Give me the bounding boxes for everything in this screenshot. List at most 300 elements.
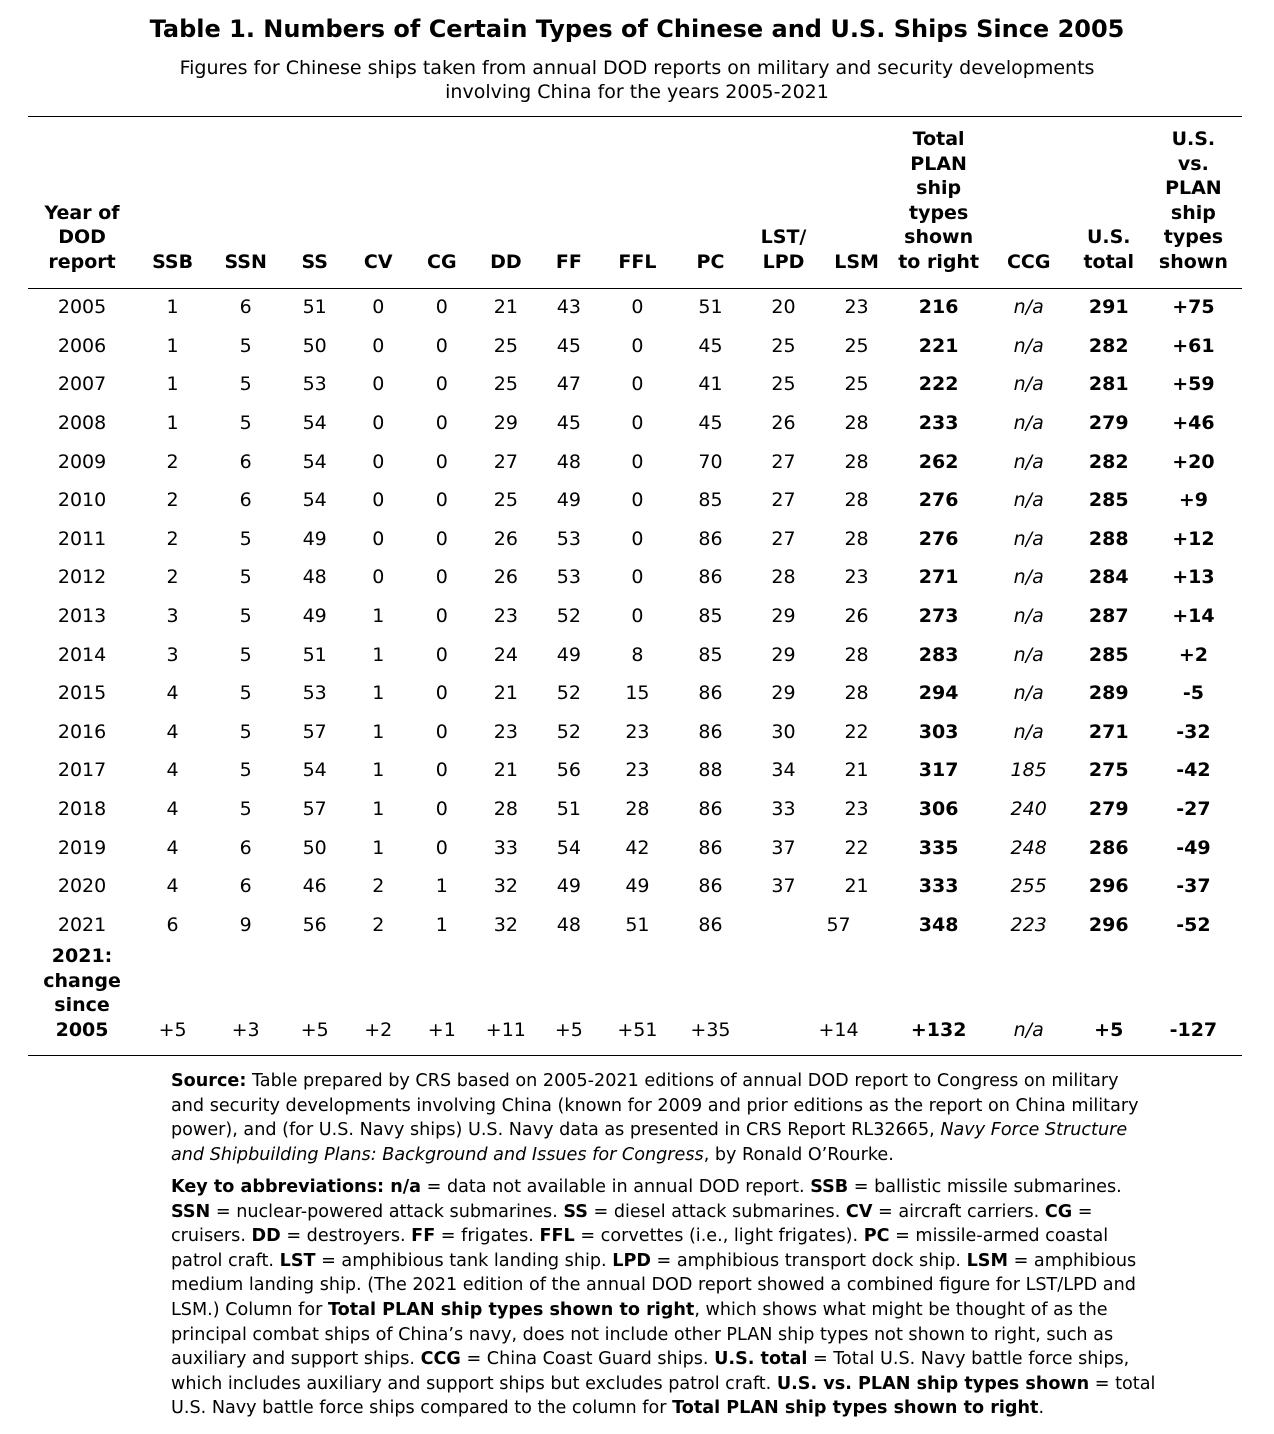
table-cell: 45 bbox=[556, 412, 581, 435]
table-cell: 279 bbox=[1088, 798, 1129, 821]
table-cell: 41 bbox=[698, 373, 723, 396]
table-cell: 5 bbox=[239, 373, 252, 396]
header-line: shown bbox=[1158, 250, 1228, 273]
table-cell: 27 bbox=[771, 489, 796, 512]
table-cell: 6 bbox=[239, 875, 252, 898]
table-cell: 57 bbox=[302, 798, 327, 821]
table-cell: 0 bbox=[435, 450, 448, 473]
table-row bbox=[28, 751, 1242, 790]
table-cell: 53 bbox=[556, 527, 581, 550]
table-cell: 0 bbox=[435, 682, 448, 705]
header-row bbox=[28, 118, 1242, 288]
header-line: shown bbox=[904, 226, 974, 248]
table-cell: 2020 bbox=[57, 875, 107, 898]
table-cell: 28 bbox=[844, 450, 869, 473]
table-cell: 26 bbox=[771, 412, 796, 435]
table-cell: 5 bbox=[239, 759, 252, 782]
ships-table bbox=[28, 118, 1242, 1042]
table-row bbox=[28, 674, 1242, 713]
table-cell: 0 bbox=[435, 759, 448, 782]
header-line: LST/ bbox=[760, 226, 807, 248]
table-cell: 9 bbox=[239, 913, 252, 936]
table-cell: 48 bbox=[556, 450, 581, 473]
abbreviation-definition: = corvettes (i.e., light frigates). bbox=[574, 1226, 864, 1247]
table-cell: 54 bbox=[302, 489, 327, 512]
table-cell: 0 bbox=[631, 527, 644, 550]
table-cell: 28 bbox=[844, 527, 869, 550]
table-cell: 2019 bbox=[57, 836, 107, 859]
table-row bbox=[28, 365, 1242, 404]
table-cell: 5 bbox=[239, 527, 252, 550]
table-cell: 223 bbox=[1010, 913, 1047, 936]
table-cell: 52 bbox=[556, 682, 581, 705]
table-cell: 49 bbox=[302, 527, 327, 550]
table-cell: 28 bbox=[493, 798, 518, 821]
table-cell: 5 bbox=[239, 566, 252, 589]
table-cell: 5 bbox=[239, 720, 252, 743]
change-label bbox=[28, 944, 136, 1042]
table-cell: 85 bbox=[698, 643, 723, 666]
table-cell: 287 bbox=[1088, 605, 1129, 628]
table-cell: +3 bbox=[231, 1019, 260, 1042]
table-cell: +61 bbox=[1172, 334, 1215, 357]
table-cell: 27 bbox=[771, 527, 796, 550]
abbreviation-term: CCG bbox=[420, 1349, 461, 1370]
table-cell: 276 bbox=[918, 527, 959, 550]
abbreviation-term: LSM bbox=[966, 1250, 1008, 1271]
table-cell: 88 bbox=[698, 759, 723, 782]
table-cell: 282 bbox=[1088, 450, 1129, 473]
abbreviation-term: Total PLAN ship types shown to right bbox=[327, 1299, 695, 1320]
table-body bbox=[28, 288, 1242, 1042]
source-report-title: Navy Force Structure and Shipbuilding Plans: Background and Issues for Congress bbox=[171, 1120, 1128, 1165]
table-cell: 0 bbox=[372, 296, 385, 319]
table-cell: 54 bbox=[302, 412, 327, 435]
table-cell: -27 bbox=[1176, 798, 1211, 821]
table-cell: 0 bbox=[435, 489, 448, 512]
table-cell: 0 bbox=[631, 450, 644, 473]
table-cell: 0 bbox=[435, 412, 448, 435]
abbreviation-term: FF bbox=[411, 1226, 436, 1247]
table-cell: n/a bbox=[1013, 682, 1044, 705]
table-cell: 4 bbox=[166, 759, 179, 782]
source-text: , by Ronald O’Rourke. bbox=[703, 1144, 894, 1165]
table-cell: 0 bbox=[631, 334, 644, 357]
table-cell: -37 bbox=[1176, 875, 1211, 898]
table-cell: 4 bbox=[166, 836, 179, 859]
abbreviation-term: SS bbox=[563, 1201, 588, 1222]
table-cell: 86 bbox=[698, 527, 723, 550]
table-cell: 0 bbox=[435, 373, 448, 396]
abbreviations-key bbox=[171, 1175, 1156, 1421]
table-cell: +5 bbox=[1094, 1019, 1124, 1042]
abbreviation-term: FFL bbox=[539, 1226, 575, 1247]
abbreviation-term: LPD bbox=[612, 1250, 651, 1271]
table-cell: 45 bbox=[698, 412, 723, 435]
abbreviation-term: U.S. vs. PLAN ship types shown bbox=[776, 1373, 1090, 1394]
table-cell: 21 bbox=[493, 759, 518, 782]
abbreviation-definition: = China Coast Guard ships. bbox=[460, 1349, 715, 1370]
table-cell: 2016 bbox=[57, 720, 107, 743]
table-cell: 2 bbox=[166, 450, 179, 473]
abbreviation-term: DD bbox=[251, 1226, 281, 1247]
table-cell: 6 bbox=[239, 296, 252, 319]
table-cell: 25 bbox=[844, 334, 869, 357]
table-cell: +1 bbox=[427, 1019, 456, 1042]
table-cell: -32 bbox=[1176, 720, 1211, 743]
table-cell: 32 bbox=[493, 875, 518, 898]
source-text: Table prepared by CRS based on 2005-2021 editions of annual DOD report to Congress on military and security developments involving China (known for 2009 and prior editions as the report on China military power), and (for U.S. Navy ships) U.S. Navy data as presented in CRS Report RL32665, bbox=[171, 1071, 1139, 1141]
table-cell: 1 bbox=[372, 643, 385, 666]
table-cell: 4 bbox=[166, 720, 179, 743]
table-cell: 271 bbox=[918, 566, 959, 589]
table-cell: n/a bbox=[1013, 566, 1044, 589]
table-row bbox=[28, 597, 1242, 636]
table-cell: 5 bbox=[239, 798, 252, 821]
abbreviation-definition: = frigates. bbox=[435, 1226, 540, 1247]
table-cell: 1 bbox=[372, 798, 385, 821]
table-cell: +2 bbox=[1178, 643, 1208, 666]
table-cell: +132 bbox=[910, 1019, 967, 1042]
table-cell: 5 bbox=[239, 412, 252, 435]
table-cell: 2010 bbox=[57, 489, 107, 512]
table-cell: 2 bbox=[372, 875, 385, 898]
table-cell: 47 bbox=[556, 373, 581, 396]
table-cell: 221 bbox=[918, 334, 959, 357]
table-cell: 50 bbox=[302, 836, 327, 859]
table-cell: 1 bbox=[166, 373, 179, 396]
table-cell: 2 bbox=[166, 489, 179, 512]
abbreviation-definition: = amphibious transport dock ship. bbox=[650, 1250, 967, 1271]
table-cell: 2017 bbox=[57, 759, 107, 782]
table-cell: 51 bbox=[556, 798, 581, 821]
table-cell: 86 bbox=[698, 913, 723, 936]
table-cell: 53 bbox=[302, 373, 327, 396]
table-cell: 49 bbox=[556, 489, 581, 512]
col-header-lst-lpd bbox=[747, 118, 821, 288]
table-cell: 0 bbox=[372, 334, 385, 357]
table-cell: 28 bbox=[771, 566, 796, 589]
table-cell: 4 bbox=[166, 682, 179, 705]
table-cell: 21 bbox=[493, 682, 518, 705]
table-cell: 15 bbox=[625, 682, 650, 705]
label-line: change bbox=[43, 969, 121, 992]
table-cell: 1 bbox=[372, 759, 385, 782]
table-cell: 49 bbox=[556, 643, 581, 666]
table-cell: 49 bbox=[625, 875, 650, 898]
table-row bbox=[28, 635, 1242, 674]
subtitle-line: involving China for the years 2005-2021 bbox=[445, 81, 829, 103]
table-cell: 86 bbox=[698, 720, 723, 743]
table-cell: 52 bbox=[556, 605, 581, 628]
col-header-pc: PC bbox=[696, 250, 725, 273]
table-cell: 32 bbox=[493, 913, 518, 936]
table-cell: n/a bbox=[1013, 720, 1044, 743]
table-cell: 289 bbox=[1088, 682, 1129, 705]
table-cell: +11 bbox=[485, 1019, 526, 1042]
table-cell: 23 bbox=[625, 720, 650, 743]
label-line: 2005 bbox=[55, 1018, 109, 1041]
table-cell: 5 bbox=[239, 682, 252, 705]
table-cell: 2007 bbox=[57, 373, 107, 396]
table-cell: 294 bbox=[918, 682, 959, 705]
table-cell: 1 bbox=[372, 605, 385, 628]
table-cell: 53 bbox=[556, 566, 581, 589]
table-cell: 25 bbox=[771, 373, 796, 396]
table-cell: n/a bbox=[1013, 605, 1044, 628]
table-cell: +2 bbox=[364, 1019, 393, 1042]
table-cell: 222 bbox=[918, 373, 959, 396]
table-cell: n/a bbox=[1013, 450, 1044, 473]
table-row bbox=[28, 404, 1242, 443]
table-cell: 2005 bbox=[57, 296, 107, 319]
abbreviation-term: U.S. total bbox=[714, 1349, 808, 1370]
table-cell: 2011 bbox=[57, 527, 107, 550]
abbreviation-definition: = aircraft carriers. bbox=[872, 1201, 1045, 1222]
table-cell: 23 bbox=[844, 566, 869, 589]
table-cell: 248 bbox=[1010, 836, 1047, 859]
table-cell: 33 bbox=[493, 836, 518, 859]
header-line: types bbox=[1163, 226, 1224, 248]
table-row bbox=[28, 713, 1242, 752]
table-cell: 0 bbox=[372, 489, 385, 512]
table-row bbox=[28, 828, 1242, 867]
table-cell: 2012 bbox=[57, 566, 107, 589]
header-line: PLAN bbox=[1165, 177, 1222, 199]
table-cell: 37 bbox=[771, 836, 796, 859]
table-cell: 6 bbox=[239, 450, 252, 473]
col-header-ffl: FFL bbox=[618, 250, 657, 273]
table-cell: +46 bbox=[1172, 412, 1215, 435]
table-cell: 0 bbox=[435, 798, 448, 821]
table-row bbox=[28, 442, 1242, 481]
table-cell: 0 bbox=[435, 605, 448, 628]
table-cell: 86 bbox=[698, 875, 723, 898]
table-cell: +5 bbox=[300, 1019, 329, 1042]
table-cell: 48 bbox=[302, 566, 327, 589]
table-cell: -5 bbox=[1182, 682, 1204, 705]
table-cell: 21 bbox=[844, 759, 869, 782]
table-cell: 2 bbox=[166, 527, 179, 550]
table-cell: 296 bbox=[1088, 875, 1129, 898]
header-line: U.S. bbox=[1171, 128, 1216, 150]
header-line: ship bbox=[1170, 201, 1216, 224]
table-cell: 271 bbox=[1088, 720, 1129, 743]
header-line: vs. bbox=[1177, 152, 1209, 175]
table-cell: 49 bbox=[556, 875, 581, 898]
table-cell: 29 bbox=[771, 682, 796, 705]
abbreviation-term: Total PLAN ship types shown to right bbox=[672, 1398, 1039, 1419]
subtitle-line: Figures for Chinese ships taken from annual DOD reports on military and security developments bbox=[179, 57, 1095, 79]
table-cell: +14 bbox=[1172, 605, 1215, 628]
table-cell: 286 bbox=[1088, 836, 1129, 859]
table-cell: 56 bbox=[302, 913, 327, 936]
col-header-total-plan bbox=[893, 118, 985, 288]
abbreviation-term: Key to abbreviations: n/a bbox=[171, 1177, 422, 1197]
table-cell: 1 bbox=[166, 334, 179, 357]
table-cell: 22 bbox=[844, 836, 869, 859]
table-cell: 22 bbox=[844, 720, 869, 743]
header-line: total bbox=[1083, 250, 1135, 273]
table-cell: 21 bbox=[493, 296, 518, 319]
table-cell: -49 bbox=[1176, 836, 1211, 859]
table-cell: 29 bbox=[493, 412, 518, 435]
table-cell: 53 bbox=[302, 682, 327, 705]
header-line: DOD bbox=[58, 226, 106, 248]
table-title: Table 1. Numbers of Certain Types of Chinese and U.S. Ships Since 2005 bbox=[149, 15, 1125, 43]
table-row bbox=[28, 790, 1242, 829]
table-cell: 86 bbox=[698, 798, 723, 821]
table-cell: 70 bbox=[698, 450, 723, 473]
header-line: LPD bbox=[762, 250, 805, 273]
table-cell: 6 bbox=[239, 489, 252, 512]
table-cell: 23 bbox=[625, 759, 650, 782]
abbreviation-definition: . bbox=[1038, 1398, 1045, 1419]
table-cell: +12 bbox=[1172, 527, 1215, 550]
table-cell: -127 bbox=[1169, 1019, 1218, 1042]
table-cell: 185 bbox=[1010, 759, 1047, 782]
table-cell: 233 bbox=[918, 412, 959, 435]
abbreviation-definition: , which shows what might be thought of as the principal combat ships of China’s navy, does not include other PLAN ship types not shown to right, such as auxiliary and support ships. bbox=[171, 1299, 1114, 1370]
table-cell: 85 bbox=[698, 605, 723, 628]
table-cell: 3 bbox=[166, 643, 179, 666]
table-cell: 86 bbox=[698, 566, 723, 589]
table-cell: 26 bbox=[844, 605, 869, 628]
table-row bbox=[28, 520, 1242, 559]
table-cell: 5 bbox=[239, 605, 252, 628]
table-cell: 25 bbox=[771, 334, 796, 357]
table-cell: 29 bbox=[771, 605, 796, 628]
table-cell: 50 bbox=[302, 334, 327, 357]
table-cell: 0 bbox=[372, 450, 385, 473]
header-line: report bbox=[48, 250, 116, 273]
table-cell: 6 bbox=[166, 913, 179, 936]
table-cell: 296 bbox=[1088, 913, 1129, 936]
table-cell: 2 bbox=[166, 566, 179, 589]
table-cell: 3 bbox=[166, 605, 179, 628]
table-cell: 348 bbox=[918, 913, 959, 936]
table-cell: 303 bbox=[918, 720, 959, 743]
table-cell: 23 bbox=[844, 296, 869, 319]
table-cell: 6 bbox=[239, 836, 252, 859]
table-cell: 45 bbox=[698, 334, 723, 357]
table-cell: 282 bbox=[1088, 334, 1129, 357]
table-cell: 240 bbox=[1010, 798, 1047, 821]
abbreviation-definition: = nuclear-powered attack submarines. bbox=[210, 1201, 564, 1222]
table-cell: 51 bbox=[698, 296, 723, 319]
table-cell: +20 bbox=[1172, 450, 1215, 473]
table-cell: 28 bbox=[844, 412, 869, 435]
table-cell: 86 bbox=[698, 836, 723, 859]
table-cell: 86 bbox=[698, 682, 723, 705]
table-cell: +35 bbox=[690, 1019, 731, 1042]
table-cell: 28 bbox=[625, 798, 650, 821]
table-row bbox=[28, 558, 1242, 597]
table-cell: 216 bbox=[918, 296, 959, 319]
table-cell: 1 bbox=[372, 720, 385, 743]
table-cell: 85 bbox=[698, 489, 723, 512]
table-cell: 2015 bbox=[57, 682, 107, 705]
table-cell: 284 bbox=[1088, 566, 1129, 589]
table-cell: 2018 bbox=[57, 798, 107, 821]
table-cell: 0 bbox=[631, 373, 644, 396]
header-line: Year of bbox=[44, 201, 120, 224]
label-line: 2021: bbox=[51, 945, 113, 968]
table-cell: 0 bbox=[372, 527, 385, 550]
table-cell: 43 bbox=[556, 296, 581, 319]
table-cell: 28 bbox=[844, 489, 869, 512]
table-cell: 2 bbox=[372, 913, 385, 936]
table-cell: -42 bbox=[1176, 759, 1211, 782]
table-cell: 1 bbox=[166, 412, 179, 435]
table-cell: 275 bbox=[1088, 759, 1129, 782]
table-cell: 0 bbox=[435, 334, 448, 357]
bottom-rule bbox=[28, 1055, 1242, 1056]
table-cell: 29 bbox=[771, 643, 796, 666]
abbreviation-term: PC bbox=[863, 1226, 890, 1247]
table-cell: +9 bbox=[1178, 489, 1208, 512]
table-cell: 5 bbox=[239, 334, 252, 357]
col-header-cg: CG bbox=[427, 250, 457, 273]
col-header-ss: SS bbox=[301, 250, 328, 273]
table-cell: 333 bbox=[918, 875, 959, 898]
table-row bbox=[28, 481, 1242, 520]
table-cell: 2008 bbox=[57, 412, 107, 435]
table-cell: 54 bbox=[556, 836, 581, 859]
table-cell: 1 bbox=[372, 836, 385, 859]
table-cell: +59 bbox=[1172, 373, 1215, 396]
table-cell: 285 bbox=[1088, 489, 1129, 512]
abbreviation-definition: = cruisers. bbox=[171, 1201, 1093, 1247]
abbreviation-definition: = diesel attack submarines. bbox=[587, 1201, 846, 1222]
col-header-ssb: SSB bbox=[152, 250, 194, 273]
table-cell: 0 bbox=[435, 836, 448, 859]
header-line: PLAN bbox=[910, 152, 967, 175]
table-cell: 27 bbox=[493, 450, 518, 473]
table-cell: 273 bbox=[918, 605, 959, 628]
table-cell: 285 bbox=[1088, 643, 1129, 666]
table-cell: n/a bbox=[1013, 373, 1044, 396]
abbreviation-definition: = total U.S. Navy battle force ships compared to the column for bbox=[171, 1373, 1156, 1419]
table-cell: 34 bbox=[771, 759, 796, 782]
label-line: since bbox=[54, 994, 110, 1017]
abbreviation-term: CV bbox=[845, 1201, 873, 1222]
table-cell: 20 bbox=[771, 296, 796, 319]
table-row-2021 bbox=[28, 906, 1242, 945]
table-cell: 28 bbox=[844, 643, 869, 666]
table-cell: 288 bbox=[1088, 527, 1129, 550]
table-cell: 52 bbox=[556, 720, 581, 743]
table-cell: 45 bbox=[556, 334, 581, 357]
col-header-lsm: LSM bbox=[834, 250, 879, 273]
col-header-dd: DD bbox=[490, 250, 522, 273]
table-cell: 51 bbox=[302, 643, 327, 666]
table-cell: 0 bbox=[631, 296, 644, 319]
table-cell: 0 bbox=[631, 489, 644, 512]
header-line: ship bbox=[916, 177, 962, 199]
col-header-year bbox=[28, 118, 136, 288]
table-cell: +5 bbox=[554, 1019, 583, 1042]
table-cell: 23 bbox=[493, 605, 518, 628]
abbreviation-definition: = amphibious medium landing ship. (The 2021 edition of the annual DOD report showed a combined figure for LST/LPD and LSM.) Column for bbox=[171, 1250, 1137, 1320]
header-line: U.S. bbox=[1086, 226, 1131, 248]
table-cell: 51 bbox=[302, 296, 327, 319]
table-cell: 49 bbox=[302, 605, 327, 628]
table-cell: n/a bbox=[1013, 334, 1044, 357]
table-cell: 2014 bbox=[57, 643, 107, 666]
table-cell: 57 bbox=[302, 720, 327, 743]
abbreviation-definition: = destroyers. bbox=[280, 1226, 412, 1247]
